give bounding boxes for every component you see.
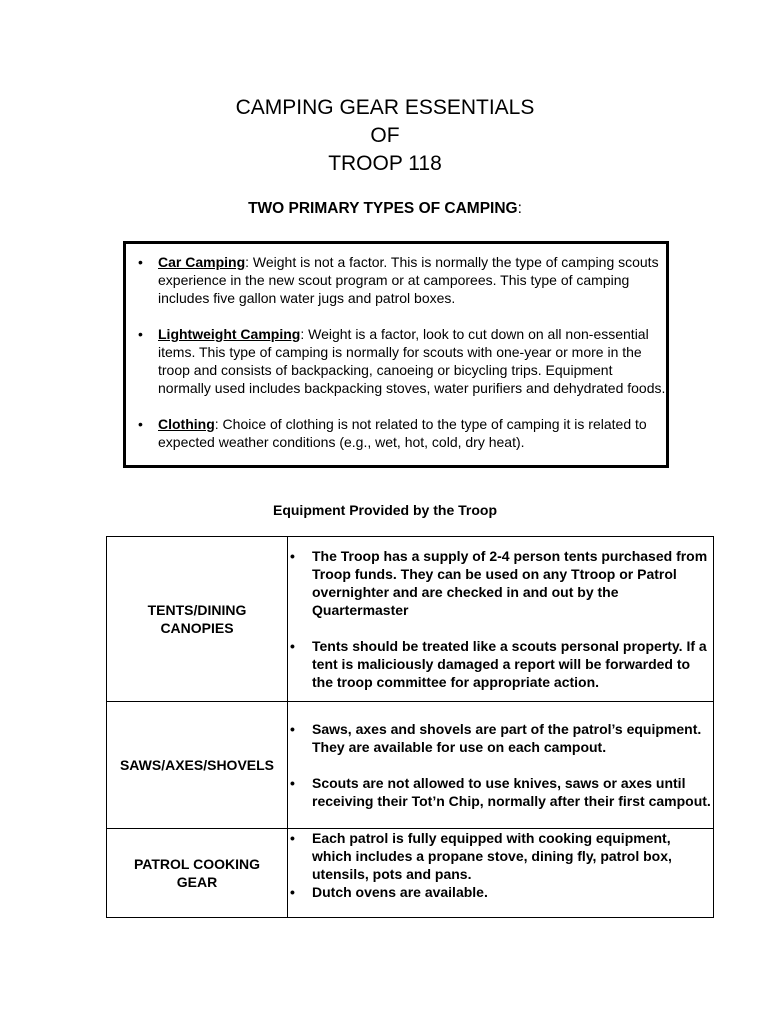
bullet-icon: •	[138, 326, 143, 342]
category-cell	[107, 537, 288, 702]
bullet-icon: •	[138, 254, 143, 270]
camping-types-list	[126, 253, 666, 451]
table-row	[107, 537, 714, 702]
bullet-icon: •	[290, 884, 295, 900]
table-row	[107, 702, 714, 829]
list-item	[288, 883, 713, 901]
items-cell	[288, 829, 714, 918]
camping-types-heading-colon: :	[517, 200, 522, 217]
camping-type-term: Car Camping	[158, 254, 246, 270]
list-item	[288, 637, 713, 691]
list-item	[288, 774, 713, 810]
camping-type-term: Lightweight Camping	[158, 326, 301, 342]
camping-type-description: : Weight is not a factor. This is normally the type of camping scouts experience in the new scout program or at camporees. This type of camping includes five gallon water jugs and patrol boxes.	[158, 254, 659, 306]
item-text: Scouts are not allowed to use knives, saws or axes until receiving their Tot’n Chip, normally after their first campout.	[312, 775, 711, 809]
title-line-2: OF	[370, 124, 400, 147]
list-item	[288, 829, 713, 883]
bullet-icon: •	[290, 638, 295, 654]
items-cell	[288, 537, 714, 702]
camping-type-lightweight	[126, 325, 666, 397]
camping-types-heading-text: TWO PRIMARY TYPES OF CAMPING	[248, 200, 518, 217]
items-cell	[288, 702, 714, 829]
items-list	[288, 720, 713, 810]
camping-type-car	[126, 253, 666, 307]
bullet-icon: •	[290, 721, 295, 737]
camping-type-description: : Weight is a factor, look to cut down on all non-essential items. This type of camping is normally for scouts with one-year or more in the troop and consists of backpacking, canoeing or bicycling trips. Equipment normally used includes backpacking stoves, water purifiers and dehydrated foods.	[158, 326, 666, 396]
camping-types-box	[123, 241, 669, 468]
list-item	[288, 547, 713, 619]
category-label: PATROL COOKING GEAR	[134, 856, 260, 890]
items-list	[288, 547, 713, 691]
category-label: SAWS/AXES/SHOVELS	[119, 757, 275, 773]
camping-type-description: : Choice of clothing is not related to the type of camping it is related to expected weather conditions (e.g., wet, hot, cold, dry heat).	[158, 416, 647, 450]
camping-type-term: Clothing	[158, 416, 215, 432]
category-cell	[107, 702, 288, 829]
item-text: Tents should be treated like a scouts personal property. If a tent is maliciously damaged a report will be forwarded to the troop committee for appropriate action.	[312, 638, 707, 690]
items-list	[288, 829, 713, 901]
document-title	[0, 94, 770, 178]
bullet-icon: •	[290, 775, 295, 791]
camping-type-clothing	[126, 415, 666, 451]
item-text: Dutch ovens are available.	[312, 884, 488, 900]
category-label: TENTS/DINING CANOPIES	[147, 602, 247, 636]
list-item	[288, 720, 713, 756]
table-row	[107, 829, 714, 918]
item-text: Saws, axes and shovels are part of the patrol’s equipment. They are available for use on each campout.	[312, 721, 702, 755]
title-line-1: CAMPING GEAR ESSENTIALS	[235, 96, 535, 119]
equipment-heading: Equipment Provided by the Troop	[272, 502, 497, 518]
bullet-icon: •	[290, 548, 295, 564]
title-line-3: TROOP 118	[328, 152, 442, 175]
equipment-table	[106, 536, 714, 918]
bullet-icon: •	[138, 416, 143, 432]
item-text: The Troop has a supply of 2-4 person tents purchased from Troop funds. They can be used on any Ttroop or Patrol overnighter and are checked in and out by the Quartermaster	[312, 548, 708, 618]
item-text: Each patrol is fully equipped with cooking equipment, which includes a propane stove, dining fly, patrol box, utensils, pots and pans.	[312, 830, 672, 882]
category-cell	[107, 829, 288, 918]
bullet-icon: •	[290, 830, 295, 846]
camping-types-heading	[0, 200, 770, 218]
